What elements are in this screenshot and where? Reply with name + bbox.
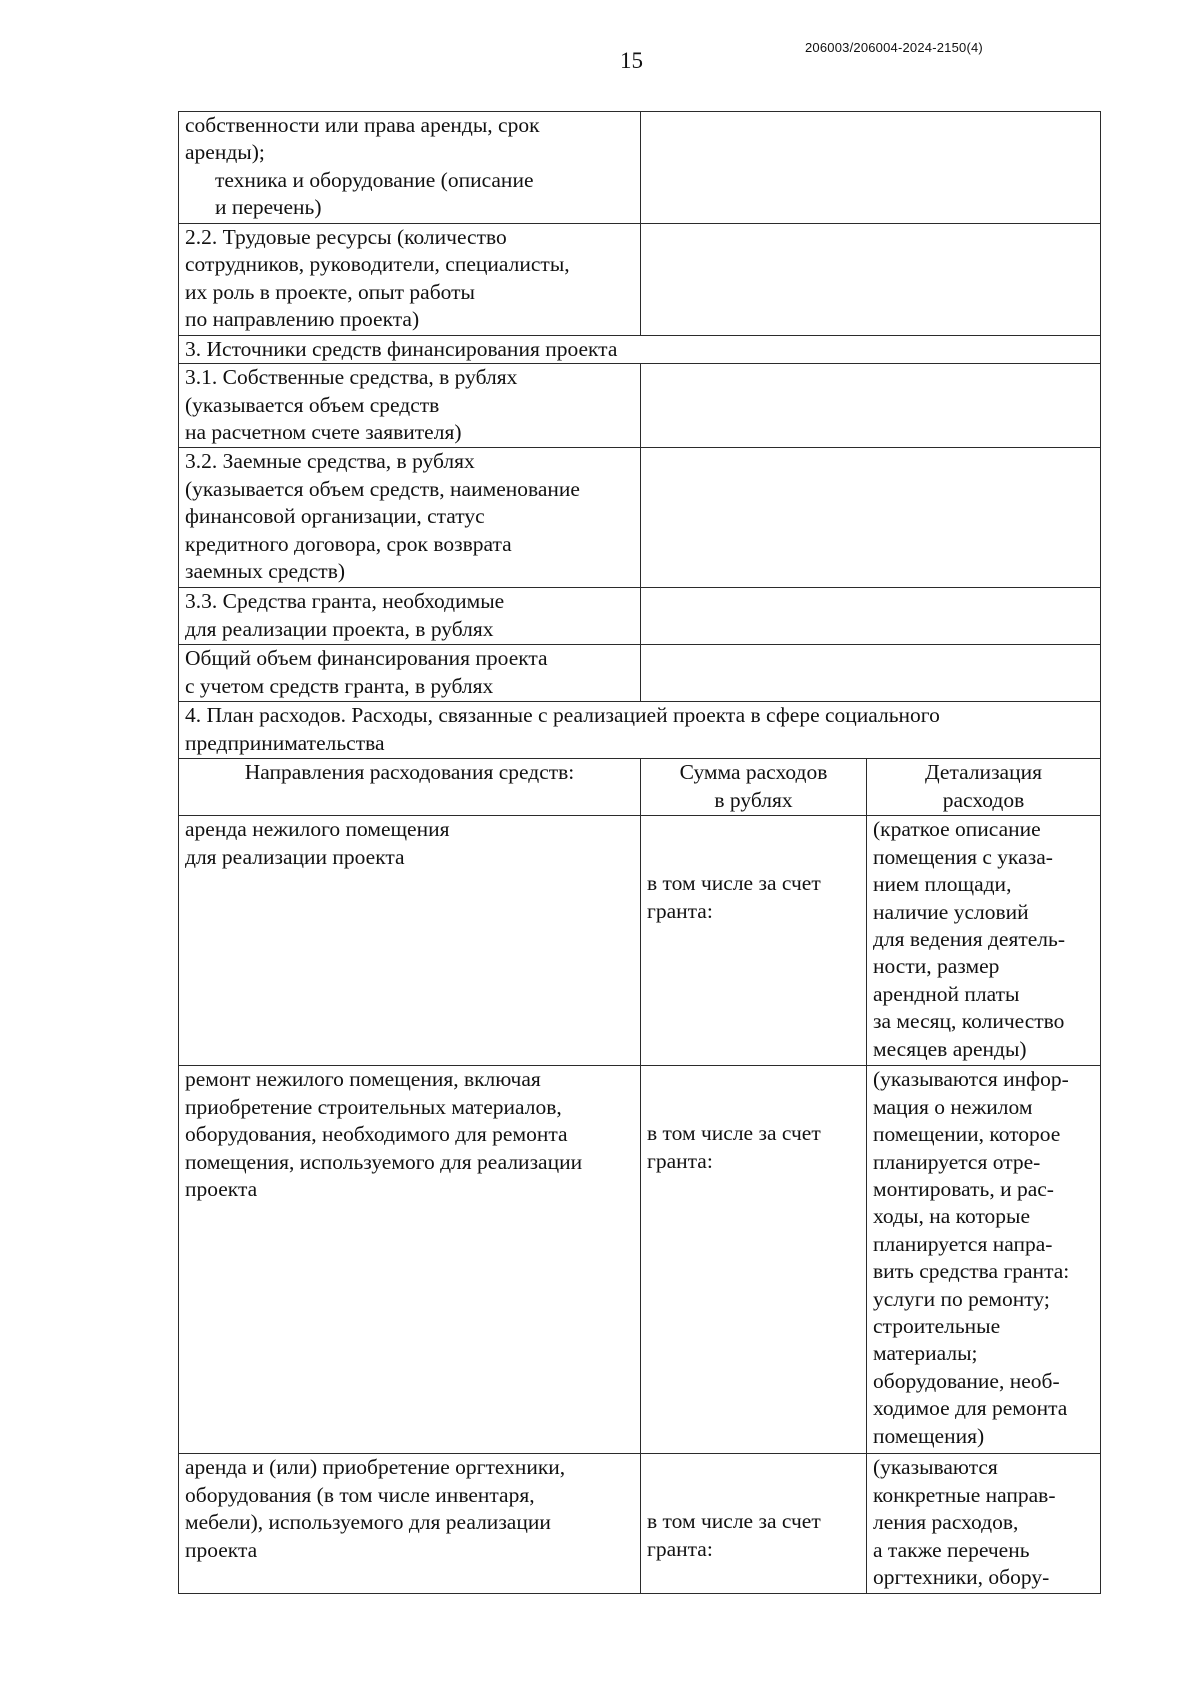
grant-share-label: в том числе за счет гранта:	[647, 1121, 821, 1173]
column-header-detail: Детализация расходов	[867, 759, 1101, 816]
document-code: 206003/206004-2024-2150(4)	[805, 40, 983, 55]
row-label-3-2: 3.2. Заемные средства, в рублях (указывается объем средств, наименование финансовой организации, статус кредитного договора, срок возврата заемных средств)	[179, 448, 641, 588]
column-header-sum: Сумма расходов в рублях	[641, 759, 867, 816]
table-row	[179, 588, 1101, 645]
row-label-2-1-continued	[179, 112, 641, 224]
column-header-direction: Направления расходования средств:	[179, 759, 641, 816]
table-row	[179, 364, 1101, 448]
section-heading-3: 3. Источники средств финансирования проекта	[179, 336, 1101, 364]
row-label-total-financing: Общий объем финансирования проекта с учетом средств гранта, в рублях	[179, 645, 641, 702]
table-row	[179, 702, 1101, 759]
expense-sum-rent	[641, 816, 867, 1066]
page-number: 15	[620, 48, 643, 73]
row-value-total-financing	[641, 645, 1101, 702]
table-row	[179, 1066, 1101, 1454]
row-value-3-3	[641, 588, 1101, 645]
expense-detail-rent: (краткое описание помещения с указа- нием площади, наличие условий для ведения деятель- ности, размер арендной платы за месяц, количество месяцев аренды)	[867, 816, 1101, 1066]
expense-direction-repair: ремонт нежилого помещения, включая приобретение строительных материалов, оборудования, необходимого для ремонта помещения, используемого для реализации проекта	[179, 1066, 641, 1454]
table-row	[179, 112, 1101, 224]
table-row	[179, 816, 1101, 1066]
row-value-2-2	[641, 224, 1101, 336]
row-value-3-2	[641, 448, 1101, 588]
expense-sum-repair	[641, 1066, 867, 1454]
expense-detail-equipment: (указываются конкретные направ- ления расходов, а также перечень оргтехники, обору-	[867, 1454, 1101, 1594]
row-value-2-1-continued	[641, 112, 1101, 224]
expense-direction-rent: аренда нежилого помещения для реализации проекта	[179, 816, 641, 1066]
table-row	[179, 224, 1101, 336]
expense-sum-equipment	[641, 1454, 867, 1594]
row-text-ownership: собственности или права аренды, срок аренды);	[185, 113, 540, 165]
expense-direction-equipment: аренда и (или) приобретение оргтехники, оборудования (в том числе инвентаря, мебели), используемого для реализации проекта	[179, 1454, 641, 1594]
row-label-3-1: 3.1. Собственные средства, в рублях (указывается объем средств на расчетном счете заявителя)	[179, 364, 641, 448]
expense-detail-repair: (указываются инфор- мация о нежилом помещении, которое планируется отре- монтировать, и рас- ходы, на которые планируется напра- вить средства гранта: услуги по ремонту; строительные материалы; оборудование, необ- ходимое для ремонта помещения)	[867, 1066, 1101, 1454]
application-form-table	[178, 111, 1101, 1594]
table-row	[179, 645, 1101, 702]
row-label-2-2: 2.2. Трудовые ресурсы (количество сотрудников, руководители, специалисты, их роль в проекте, опыт работы по направлению проекта)	[179, 224, 641, 336]
table-row	[179, 336, 1101, 364]
table-header-row	[179, 759, 1101, 816]
row-text-equipment: техника и оборудование (описание и перечень)	[215, 167, 534, 220]
grant-share-label: в том числе за счет гранта:	[647, 1509, 821, 1561]
grant-share-label: в том числе за счет гранта:	[647, 871, 821, 923]
table-row	[179, 448, 1101, 588]
table-row	[179, 1454, 1101, 1594]
row-label-3-3: 3.3. Средства гранта, необходимые для реализации проекта, в рублях	[179, 588, 641, 645]
section-heading-4: 4. План расходов. Расходы, связанные с реализацией проекта в сфере социального предпринимательства	[179, 702, 1101, 759]
row-value-3-1	[641, 364, 1101, 448]
